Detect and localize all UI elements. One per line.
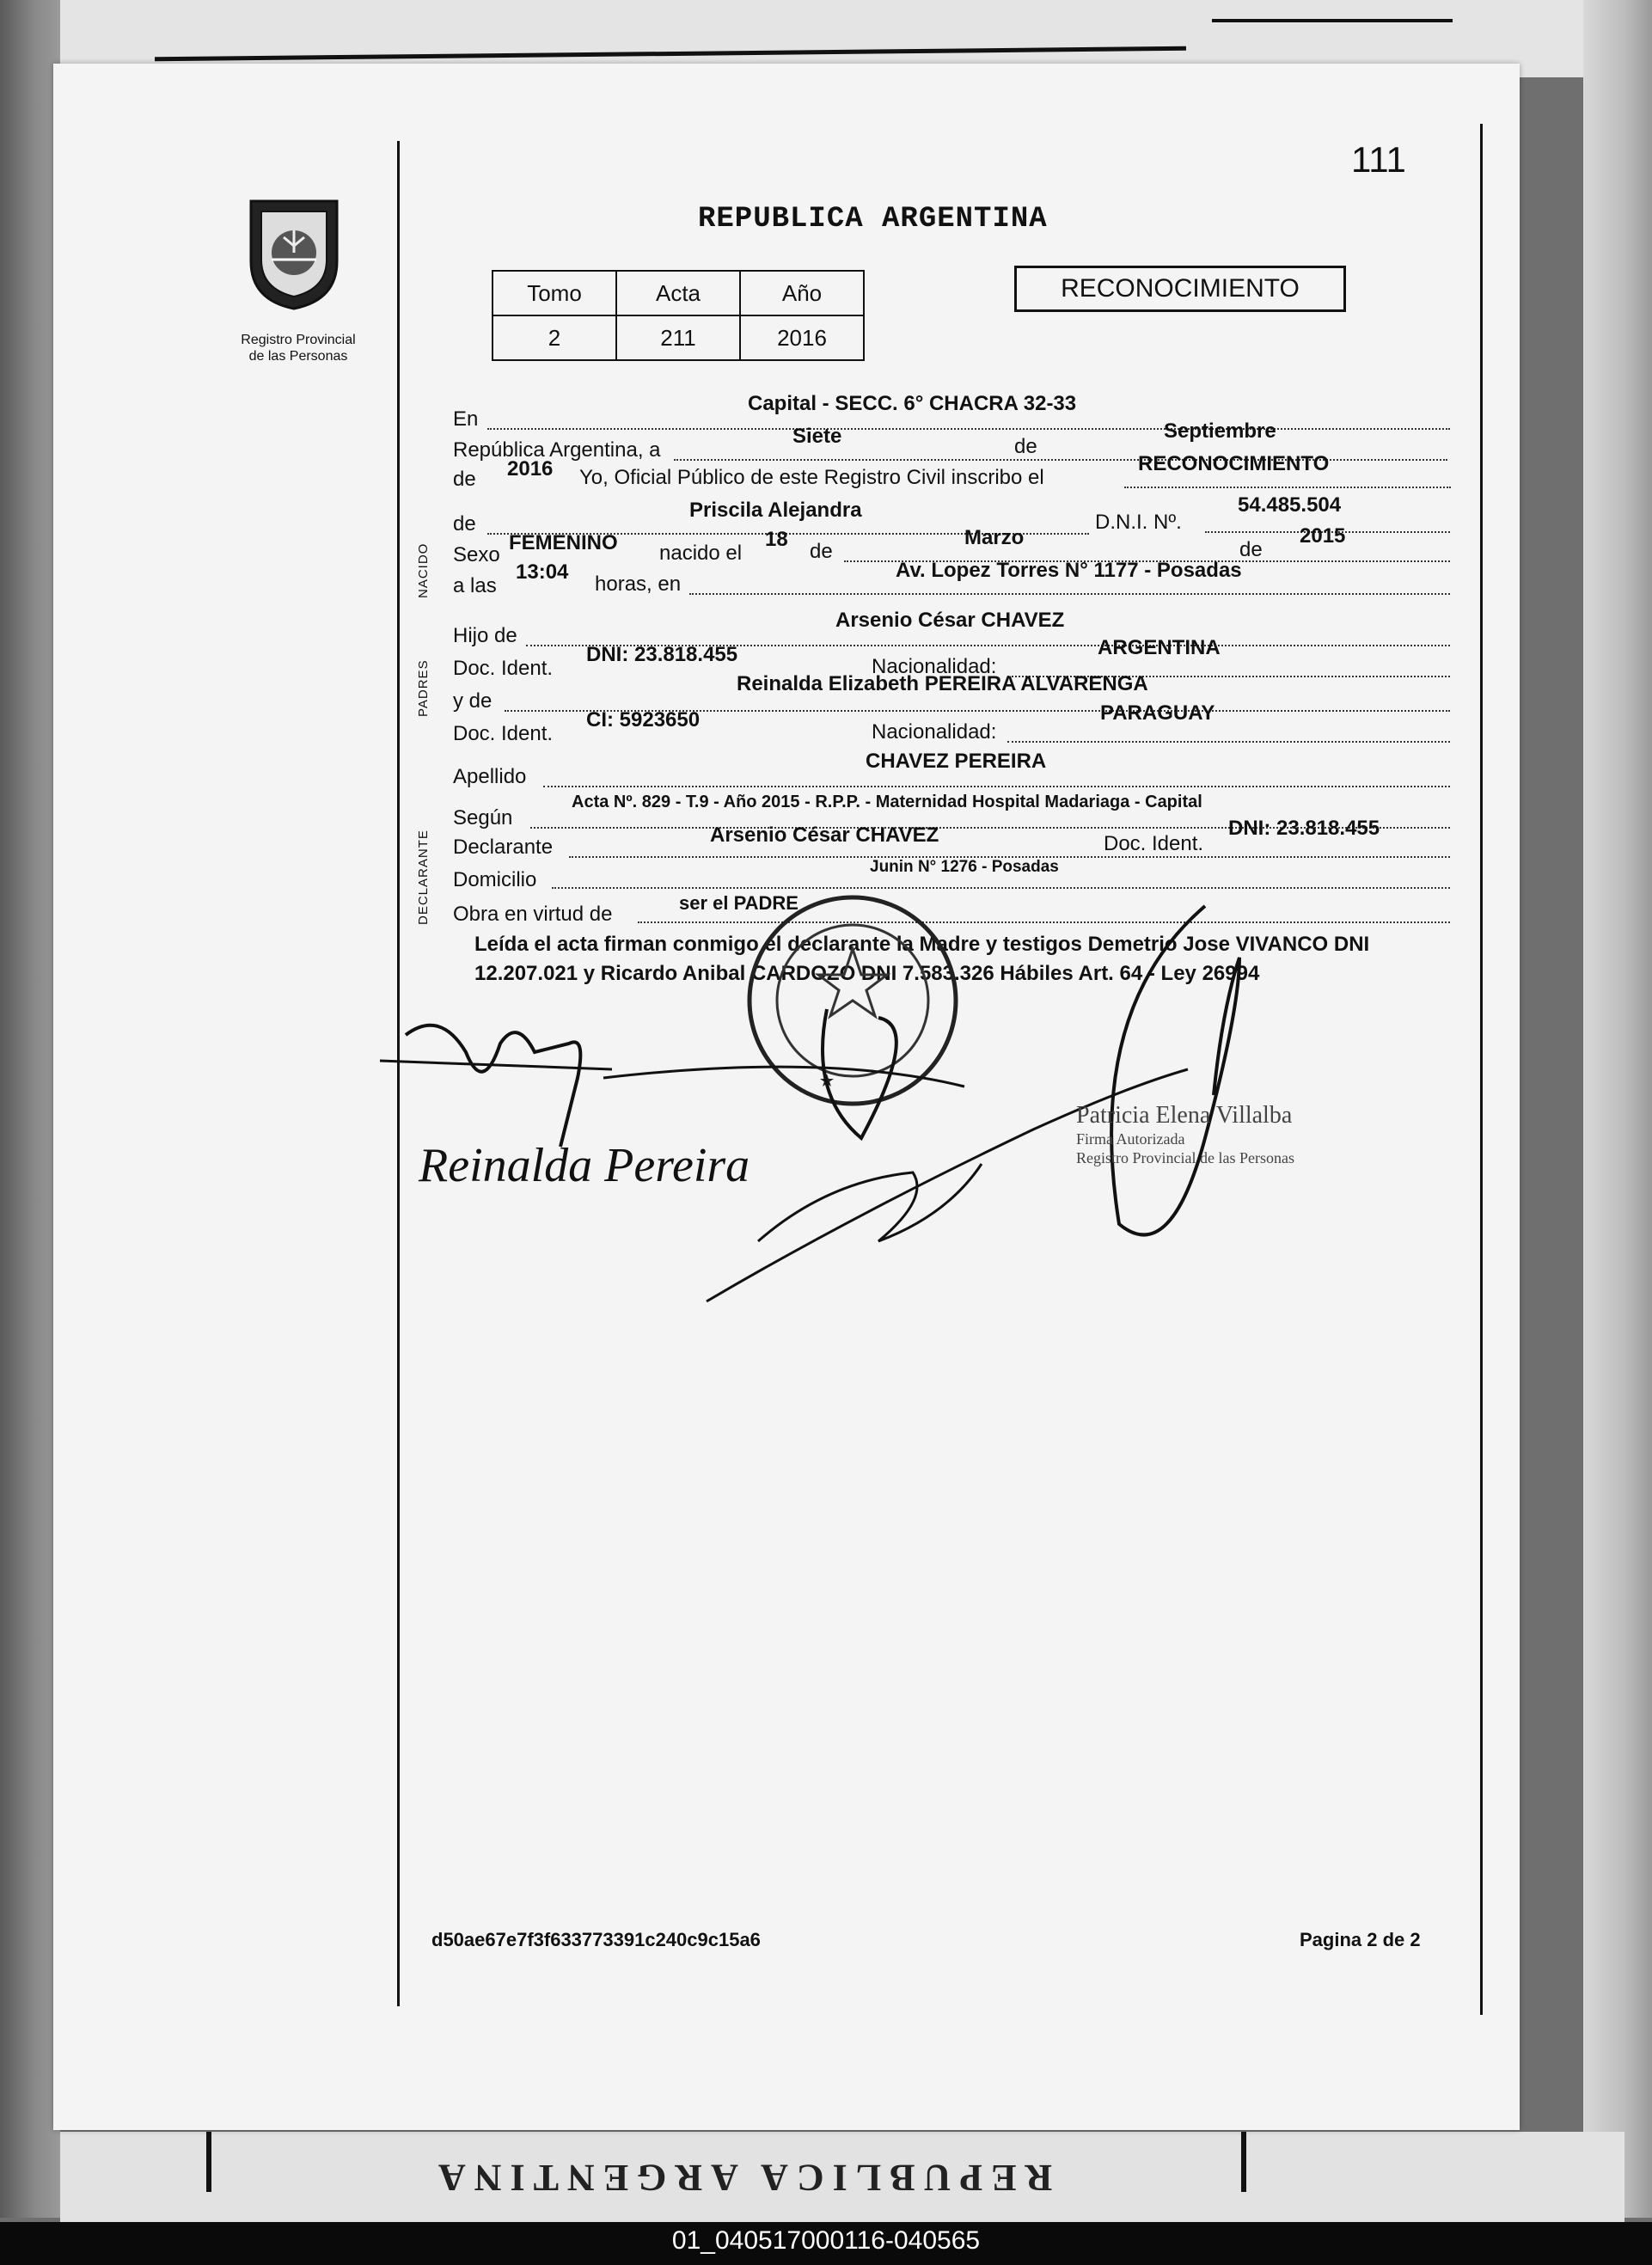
- value-child-dni: 54.485.504: [1238, 493, 1342, 517]
- pagination: Pagina 2 de 2: [1300, 1929, 1421, 1950]
- authority-block: [1076, 1102, 1294, 1167]
- value-birth-place: Av. Lopez Torres N° 1177 - Posadas: [896, 559, 1242, 582]
- value-mother-nationality: PARAGUAY: [1100, 701, 1215, 725]
- value-father-nationality: ARGENTINA: [1098, 636, 1221, 659]
- label-apellido: Apellido: [453, 765, 527, 788]
- value-by-virtue: ser el PADRE: [679, 892, 798, 914]
- registry-label-line: de las Personas: [248, 349, 348, 364]
- section-padres: PADRES: [416, 659, 431, 717]
- dotted-line: [674, 459, 1447, 461]
- official-seal-icon: [741, 889, 964, 1112]
- label-yo: Yo, Oficial Público de este Registro Civil inscribo el: [579, 466, 1044, 489]
- dotted-line: [689, 593, 1450, 595]
- label-de-name: de: [453, 512, 476, 536]
- value-mother-doc: CI: 5923650: [586, 708, 701, 732]
- label-de-year: de: [453, 468, 476, 491]
- value-birth-day: 18: [765, 528, 788, 551]
- back-page-bar: [206, 2132, 211, 2192]
- back-page-title: REPUBLICA ARGENTINA: [430, 2157, 1053, 2199]
- value-address: Junin N° 1276 - Posadas: [870, 858, 1059, 876]
- header-ano: Año: [740, 271, 864, 315]
- dotted-line: [1124, 487, 1451, 488]
- value-ano: 2016: [740, 315, 864, 360]
- value-sex: FEMENINO: [509, 531, 618, 554]
- dotted-line: [1007, 741, 1450, 743]
- back-page-bar: [1241, 2132, 1246, 2192]
- margin-line-left: [397, 141, 400, 2006]
- value-mother: Reinalda Elizabeth PEREIRA ALVARENGA: [737, 672, 1148, 695]
- background-left: [0, 0, 60, 2218]
- label-hijo-de: Hijo de: [453, 624, 517, 647]
- label-republica: República Argentina, a: [453, 438, 661, 462]
- label-sexo: Sexo: [453, 543, 500, 566]
- page-number: 111: [1351, 139, 1406, 180]
- value-surname: CHAVEZ PEREIRA: [866, 750, 1047, 773]
- label-nacionalidad-father: Nacionalidad:: [872, 655, 997, 678]
- authority-role: Firma Autorizada: [1076, 1130, 1185, 1148]
- label-domicilio: Domicilio: [453, 868, 537, 891]
- label-declarante: Declarante: [453, 836, 554, 859]
- value-birth-month: Marzo: [964, 526, 1025, 549]
- value-according: Acta Nº. 829 - T.9 - Año 2015 - R.P.P. - Maternidad Hospital Madariaga - Capital: [572, 793, 1202, 811]
- document-page: [53, 64, 1520, 2130]
- value-declarant: Arsenio César CHAVEZ: [710, 823, 939, 847]
- label-horas-en: horas, en: [595, 572, 682, 596]
- dotted-line: [543, 786, 1450, 787]
- label-segun: Según: [453, 806, 513, 829]
- section-nacido: NACIDO: [416, 542, 431, 598]
- dotted-line: [487, 428, 1450, 430]
- dotted-line: [552, 887, 1450, 889]
- authority-registry: Registro Provincial de las Personas: [1076, 1149, 1294, 1166]
- back-page-rule: [1212, 19, 1453, 22]
- registry-label-line: Registro Provincial: [241, 333, 356, 347]
- label-y-de: y de: [453, 689, 493, 713]
- label-doc-ident-mother: Doc. Ident.: [453, 722, 554, 745]
- value-day: Siete: [792, 425, 842, 448]
- country-title: REPUBLICA ARGENTINA: [698, 203, 1048, 236]
- act-type-box: RECONOCIMIENTO: [1014, 266, 1346, 312]
- image-caption: 01_040517000116-040565: [671, 2226, 981, 2255]
- section-declarante: DECLARANTE: [416, 829, 431, 925]
- margin-line-right: [1480, 124, 1483, 2015]
- header-tomo: Tomo: [493, 271, 616, 315]
- value-act: RECONOCIMIENTO: [1138, 452, 1330, 475]
- province-crest-icon: [242, 193, 346, 313]
- register-table-header-row: [493, 271, 864, 315]
- value-acta: 211: [616, 315, 740, 360]
- value-birth-time: 13:04: [516, 560, 569, 584]
- value-year: 2016: [507, 457, 554, 481]
- value-father-doc: DNI: 23.818.455: [586, 643, 738, 666]
- label-nacido-el: nacido el: [659, 542, 743, 565]
- label-doc-ident-declarant: Doc. Ident.: [1104, 832, 1204, 855]
- closing-statement: Leída el acta firman conmigo el declarante la Madre y testigos Demetrio Jose VIVANCO DNI 12.207.021 y Ricardo Anibal CARDOZO DNI 7.583.326 Hábiles Art. 64 - Ley 26994: [474, 933, 1370, 985]
- authority-name: Patricia Elena Villalba: [1076, 1102, 1293, 1129]
- document-hash: d50ae67e7f3f633773391c240c9c15a6: [431, 1929, 761, 1950]
- value-birth-year: 2015: [1300, 524, 1346, 548]
- value-place: Capital - SECC. 6° CHACRA 32-33: [748, 392, 1077, 415]
- value-child-name: Priscila Alejandra: [689, 499, 862, 522]
- label-obra: Obra en virtud de: [453, 903, 613, 926]
- label-a-las: a las: [453, 574, 497, 597]
- value-declarant-doc: DNI: 23.818.455: [1228, 817, 1380, 840]
- label-de-birth-year: de: [1239, 538, 1263, 561]
- value-father: Arsenio César CHAVEZ: [835, 609, 1065, 632]
- registry-label: [204, 332, 393, 364]
- value-month: Septiembre: [1164, 419, 1276, 443]
- register-table: [492, 270, 865, 361]
- value-tomo: 2: [493, 315, 616, 360]
- label-de-birth-month: de: [810, 540, 833, 563]
- register-table-value-row: [493, 315, 864, 360]
- label-dni: D.N.I. Nº.: [1095, 511, 1182, 534]
- header-acta: Acta: [616, 271, 740, 315]
- label-nacionalidad-mother: Nacionalidad:: [872, 720, 997, 744]
- background-right: [1583, 0, 1652, 2218]
- label-doc-ident-father: Doc. Ident.: [453, 657, 554, 680]
- mother-signature: Reinalda Pereira: [419, 1139, 750, 1192]
- label-de-month: de: [1014, 435, 1037, 458]
- label-en: En: [453, 407, 479, 431]
